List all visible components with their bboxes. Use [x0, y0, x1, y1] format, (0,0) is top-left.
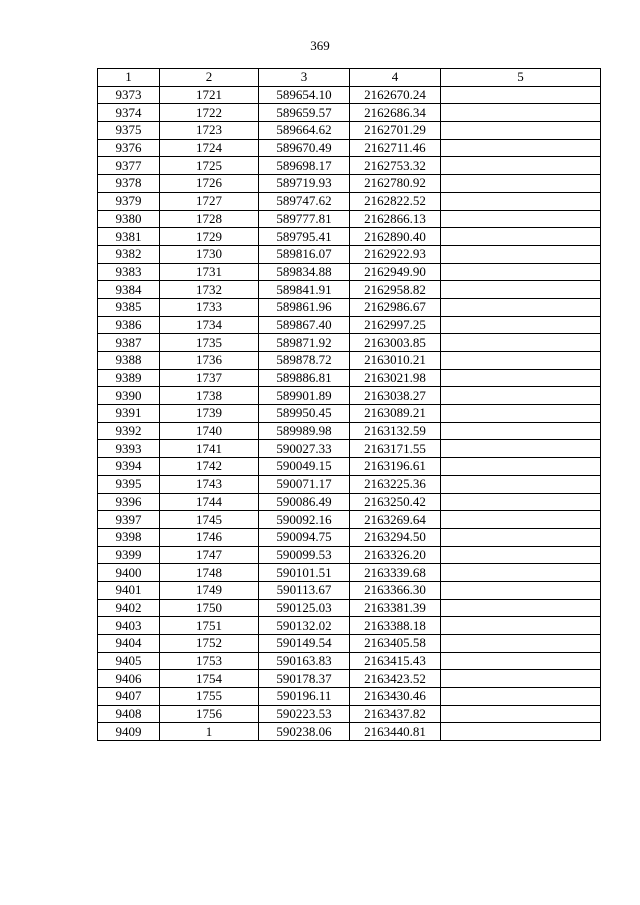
note-cell	[441, 281, 601, 299]
x-coordinate-cell: 590092.16	[259, 511, 350, 529]
table-row	[98, 475, 601, 493]
table-row	[98, 316, 601, 334]
y-coordinate-cell: 2162866.13	[350, 210, 441, 228]
note-cell	[441, 157, 601, 175]
vertex-number-cell: 1724	[160, 139, 259, 157]
note-cell	[441, 564, 601, 582]
table-row	[98, 670, 601, 688]
table-row	[98, 175, 601, 193]
point-number-cell: 9397	[98, 511, 160, 529]
x-coordinate-cell: 590196.11	[259, 688, 350, 706]
point-number-cell: 9399	[98, 546, 160, 564]
y-coordinate-cell: 2163339.68	[350, 564, 441, 582]
table-row	[98, 546, 601, 564]
table-row	[98, 599, 601, 617]
x-coordinate-cell: 590027.33	[259, 440, 350, 458]
y-coordinate-cell: 2163415.43	[350, 652, 441, 670]
point-number-cell: 9386	[98, 316, 160, 334]
table-row	[98, 405, 601, 423]
y-coordinate-cell: 2163250.42	[350, 493, 441, 511]
table-row	[98, 122, 601, 140]
y-coordinate-cell: 2162780.92	[350, 175, 441, 193]
vertex-number-cell: 1729	[160, 228, 259, 246]
vertex-number-cell: 1754	[160, 670, 259, 688]
note-cell	[441, 139, 601, 157]
point-number-cell: 9373	[98, 86, 160, 104]
note-cell	[441, 528, 601, 546]
note-cell	[441, 369, 601, 387]
x-coordinate-cell: 589698.17	[259, 157, 350, 175]
y-coordinate-cell: 2163003.85	[350, 334, 441, 352]
point-number-cell: 9379	[98, 192, 160, 210]
y-coordinate-cell: 2162922.93	[350, 245, 441, 263]
point-number-cell: 9376	[98, 139, 160, 157]
table-row	[98, 440, 601, 458]
vertex-number-cell: 1752	[160, 635, 259, 653]
table-row	[98, 245, 601, 263]
x-coordinate-cell: 589816.07	[259, 245, 350, 263]
table-row	[98, 352, 601, 370]
vertex-number-cell: 1730	[160, 245, 259, 263]
y-coordinate-cell: 2163437.82	[350, 705, 441, 723]
y-coordinate-cell: 2163440.81	[350, 723, 441, 741]
column-header-4: 4	[350, 69, 441, 87]
vertex-number-cell: 1743	[160, 475, 259, 493]
vertex-number-cell: 1751	[160, 617, 259, 635]
point-number-cell: 9401	[98, 581, 160, 599]
point-number-cell: 9390	[98, 387, 160, 405]
y-coordinate-cell: 2162701.29	[350, 122, 441, 140]
point-number-cell: 9385	[98, 298, 160, 316]
x-coordinate-cell: 590178.37	[259, 670, 350, 688]
y-coordinate-cell: 2163269.64	[350, 511, 441, 529]
x-coordinate-cell: 589834.88	[259, 263, 350, 281]
y-coordinate-cell: 2163381.39	[350, 599, 441, 617]
x-coordinate-cell: 590132.02	[259, 617, 350, 635]
note-cell	[441, 458, 601, 476]
x-coordinate-cell: 589871.92	[259, 334, 350, 352]
vertex-number-cell: 1732	[160, 281, 259, 299]
point-number-cell: 9381	[98, 228, 160, 246]
note-cell	[441, 493, 601, 511]
x-coordinate-cell: 590149.54	[259, 635, 350, 653]
point-number-cell: 9392	[98, 422, 160, 440]
note-cell	[441, 210, 601, 228]
vertex-number-cell: 1739	[160, 405, 259, 423]
x-coordinate-cell: 590101.51	[259, 564, 350, 582]
vertex-number-cell: 1741	[160, 440, 259, 458]
table-row	[98, 263, 601, 281]
table-row	[98, 688, 601, 706]
y-coordinate-cell: 2163132.59	[350, 422, 441, 440]
note-cell	[441, 511, 601, 529]
y-coordinate-cell: 2163294.50	[350, 528, 441, 546]
y-coordinate-cell: 2162822.52	[350, 192, 441, 210]
vertex-number-cell: 1755	[160, 688, 259, 706]
table-row	[98, 192, 601, 210]
table-row	[98, 528, 601, 546]
column-header-2: 2	[160, 69, 259, 87]
note-cell	[441, 352, 601, 370]
table-row	[98, 564, 601, 582]
x-coordinate-cell: 589841.91	[259, 281, 350, 299]
y-coordinate-cell: 2162997.25	[350, 316, 441, 334]
note-cell	[441, 192, 601, 210]
table-body	[98, 86, 601, 740]
point-number-cell: 9405	[98, 652, 160, 670]
y-coordinate-cell: 2162890.40	[350, 228, 441, 246]
vertex-number-cell: 1744	[160, 493, 259, 511]
table-row	[98, 458, 601, 476]
table-row	[98, 104, 601, 122]
table-row	[98, 705, 601, 723]
y-coordinate-cell: 2163405.58	[350, 635, 441, 653]
x-coordinate-cell: 589719.93	[259, 175, 350, 193]
y-coordinate-cell: 2162986.67	[350, 298, 441, 316]
x-coordinate-cell: 589777.81	[259, 210, 350, 228]
y-coordinate-cell: 2163423.52	[350, 670, 441, 688]
y-coordinate-cell: 2162949.90	[350, 263, 441, 281]
table-row	[98, 511, 601, 529]
x-coordinate-cell: 589989.98	[259, 422, 350, 440]
x-coordinate-cell: 590071.17	[259, 475, 350, 493]
table-row	[98, 86, 601, 104]
table-row	[98, 635, 601, 653]
point-number-cell: 9383	[98, 263, 160, 281]
table-row	[98, 723, 601, 741]
x-coordinate-cell: 589901.89	[259, 387, 350, 405]
x-coordinate-cell: 589950.45	[259, 405, 350, 423]
vertex-number-cell: 1740	[160, 422, 259, 440]
table-row	[98, 228, 601, 246]
point-number-cell: 9409	[98, 723, 160, 741]
vertex-number-cell: 1733	[160, 298, 259, 316]
vertex-number-cell: 1721	[160, 86, 259, 104]
point-number-cell: 9377	[98, 157, 160, 175]
vertex-number-cell: 1723	[160, 122, 259, 140]
vertex-number-cell: 1	[160, 723, 259, 741]
coordinates-table	[97, 68, 601, 741]
note-cell	[441, 228, 601, 246]
y-coordinate-cell: 2162753.32	[350, 157, 441, 175]
point-number-cell: 9375	[98, 122, 160, 140]
table-row	[98, 617, 601, 635]
y-coordinate-cell: 2163021.98	[350, 369, 441, 387]
y-coordinate-cell: 2162686.34	[350, 104, 441, 122]
vertex-number-cell: 1737	[160, 369, 259, 387]
note-cell	[441, 581, 601, 599]
vertex-number-cell: 1748	[160, 564, 259, 582]
vertex-number-cell: 1735	[160, 334, 259, 352]
note-cell	[441, 652, 601, 670]
table-row	[98, 210, 601, 228]
point-number-cell: 9393	[98, 440, 160, 458]
y-coordinate-cell: 2163196.61	[350, 458, 441, 476]
table-row	[98, 334, 601, 352]
table-row	[98, 581, 601, 599]
x-coordinate-cell: 590223.53	[259, 705, 350, 723]
vertex-number-cell: 1734	[160, 316, 259, 334]
point-number-cell: 9391	[98, 405, 160, 423]
note-cell	[441, 635, 601, 653]
note-cell	[441, 688, 601, 706]
y-coordinate-cell: 2162670.24	[350, 86, 441, 104]
column-header-3: 3	[259, 69, 350, 87]
point-number-cell: 9387	[98, 334, 160, 352]
point-number-cell: 9380	[98, 210, 160, 228]
vertex-number-cell: 1731	[160, 263, 259, 281]
point-number-cell: 9398	[98, 528, 160, 546]
table-row	[98, 387, 601, 405]
note-cell	[441, 86, 601, 104]
x-coordinate-cell: 589659.57	[259, 104, 350, 122]
x-coordinate-cell: 589654.10	[259, 86, 350, 104]
vertex-number-cell: 1750	[160, 599, 259, 617]
point-number-cell: 9388	[98, 352, 160, 370]
page-number: 369	[310, 38, 330, 53]
x-coordinate-cell: 589664.62	[259, 122, 350, 140]
y-coordinate-cell: 2163388.18	[350, 617, 441, 635]
x-coordinate-cell: 589795.41	[259, 228, 350, 246]
y-coordinate-cell: 2162958.82	[350, 281, 441, 299]
point-number-cell: 9374	[98, 104, 160, 122]
table-row	[98, 652, 601, 670]
note-cell	[441, 546, 601, 564]
x-coordinate-cell: 590238.06	[259, 723, 350, 741]
note-cell	[441, 316, 601, 334]
point-number-cell: 9395	[98, 475, 160, 493]
note-cell	[441, 175, 601, 193]
point-number-cell: 9403	[98, 617, 160, 635]
y-coordinate-cell: 2163010.21	[350, 352, 441, 370]
note-cell	[441, 298, 601, 316]
note-cell	[441, 670, 601, 688]
vertex-number-cell: 1726	[160, 175, 259, 193]
point-number-cell: 9408	[98, 705, 160, 723]
note-cell	[441, 104, 601, 122]
table-row	[98, 281, 601, 299]
point-number-cell: 9378	[98, 175, 160, 193]
table-row	[98, 139, 601, 157]
note-cell	[441, 705, 601, 723]
vertex-number-cell: 1738	[160, 387, 259, 405]
vertex-number-cell: 1722	[160, 104, 259, 122]
x-coordinate-cell: 590113.67	[259, 581, 350, 599]
point-number-cell: 9400	[98, 564, 160, 582]
point-number-cell: 9389	[98, 369, 160, 387]
point-number-cell: 9404	[98, 635, 160, 653]
note-cell	[441, 122, 601, 140]
vertex-number-cell: 1753	[160, 652, 259, 670]
note-cell	[441, 617, 601, 635]
x-coordinate-cell: 590163.83	[259, 652, 350, 670]
y-coordinate-cell: 2162711.46	[350, 139, 441, 157]
vertex-number-cell: 1756	[160, 705, 259, 723]
vertex-number-cell: 1746	[160, 528, 259, 546]
point-number-cell: 9394	[98, 458, 160, 476]
y-coordinate-cell: 2163089.21	[350, 405, 441, 423]
table-row	[98, 157, 601, 175]
vertex-number-cell: 1725	[160, 157, 259, 175]
vertex-number-cell: 1736	[160, 352, 259, 370]
column-header-1: 1	[98, 69, 160, 87]
table-row	[98, 298, 601, 316]
x-coordinate-cell: 590094.75	[259, 528, 350, 546]
x-coordinate-cell: 590099.53	[259, 546, 350, 564]
table-row	[98, 493, 601, 511]
table-header-row	[98, 69, 601, 87]
vertex-number-cell: 1747	[160, 546, 259, 564]
point-number-cell: 9407	[98, 688, 160, 706]
x-coordinate-cell: 590086.49	[259, 493, 350, 511]
y-coordinate-cell: 2163171.55	[350, 440, 441, 458]
table-row	[98, 369, 601, 387]
vertex-number-cell: 1728	[160, 210, 259, 228]
x-coordinate-cell: 590125.03	[259, 599, 350, 617]
x-coordinate-cell: 589747.62	[259, 192, 350, 210]
column-header-5: 5	[441, 69, 601, 87]
vertex-number-cell: 1749	[160, 581, 259, 599]
note-cell	[441, 475, 601, 493]
y-coordinate-cell: 2163225.36	[350, 475, 441, 493]
vertex-number-cell: 1742	[160, 458, 259, 476]
note-cell	[441, 599, 601, 617]
note-cell	[441, 723, 601, 741]
note-cell	[441, 405, 601, 423]
note-cell	[441, 422, 601, 440]
x-coordinate-cell: 589886.81	[259, 369, 350, 387]
y-coordinate-cell: 2163326.20	[350, 546, 441, 564]
y-coordinate-cell: 2163430.46	[350, 688, 441, 706]
y-coordinate-cell: 2163038.27	[350, 387, 441, 405]
vertex-number-cell: 1745	[160, 511, 259, 529]
note-cell	[441, 245, 601, 263]
x-coordinate-cell: 589867.40	[259, 316, 350, 334]
note-cell	[441, 334, 601, 352]
point-number-cell: 9402	[98, 599, 160, 617]
point-number-cell: 9396	[98, 493, 160, 511]
x-coordinate-cell: 589670.49	[259, 139, 350, 157]
x-coordinate-cell: 590049.15	[259, 458, 350, 476]
x-coordinate-cell: 589861.96	[259, 298, 350, 316]
point-number-cell: 9382	[98, 245, 160, 263]
y-coordinate-cell: 2163366.30	[350, 581, 441, 599]
x-coordinate-cell: 589878.72	[259, 352, 350, 370]
point-number-cell: 9384	[98, 281, 160, 299]
note-cell	[441, 387, 601, 405]
vertex-number-cell: 1727	[160, 192, 259, 210]
table-row	[98, 422, 601, 440]
note-cell	[441, 263, 601, 281]
note-cell	[441, 440, 601, 458]
point-number-cell: 9406	[98, 670, 160, 688]
